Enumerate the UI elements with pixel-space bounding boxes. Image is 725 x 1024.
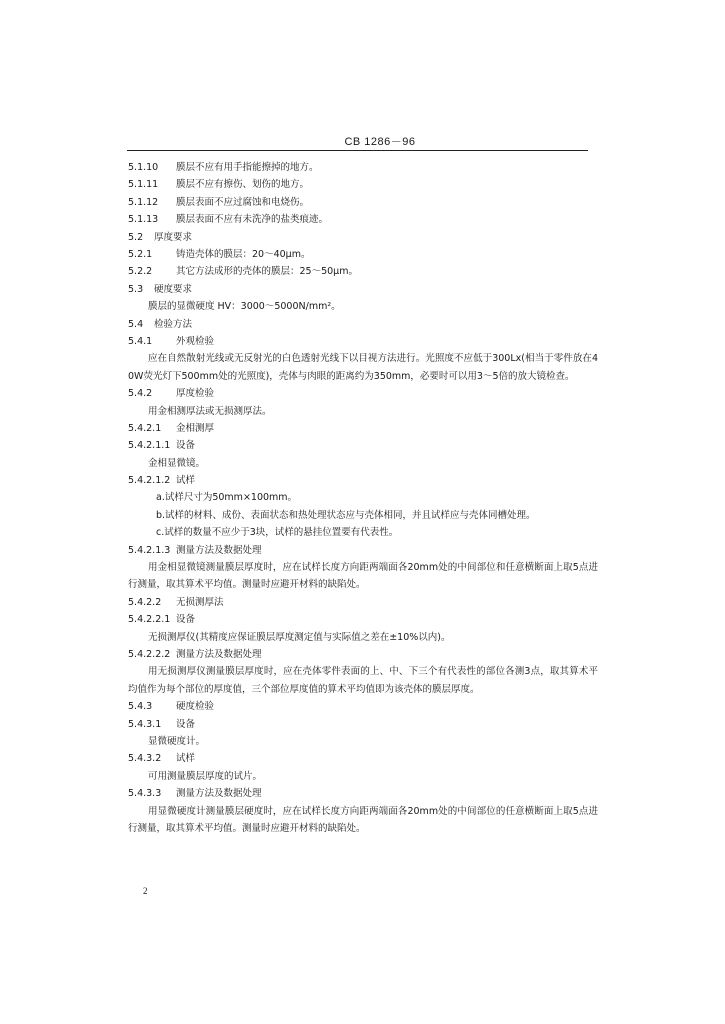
body-text: [128, 159, 598, 837]
clause-text: 硬度要求: [154, 283, 193, 295]
clause-number: 5.4.3.1: [128, 718, 162, 730]
clause-number: 5.2.2: [128, 266, 153, 278]
clause-text: 金相显微镜。: [148, 457, 206, 469]
clause-number: 5.1.13: [128, 214, 159, 226]
clause-text: c.试样的数量不应少于3块，试样的悬挂位置要有代表性。: [156, 527, 399, 539]
clause-line: [128, 211, 598, 228]
clause-text: 硬度检验: [176, 701, 215, 713]
clause-text: 测量方法及数据处理: [176, 788, 262, 800]
clause-text: 铸造壳体的膜层：20～40μm。: [176, 248, 311, 260]
clause-text: 膜层不应有擦伤、划伤的地方。: [176, 179, 310, 191]
clause-line: [128, 716, 598, 733]
standard-code: CB 1286－96: [344, 136, 416, 148]
clause-line: [128, 420, 598, 437]
clause-text: 测量方法及数据处理: [176, 649, 262, 660]
clause-body-line: [128, 403, 598, 420]
clause-text: 测量方法及数据处理: [176, 544, 262, 556]
clause-line: [128, 437, 598, 454]
clause-line: [128, 246, 598, 263]
clause-text: 厚度检验: [176, 388, 215, 400]
clause-text: 金相测厚: [176, 422, 215, 434]
paragraph: 用显微硬度计测量膜层硬度时，应在试样长度方向距两端面各20mm处的中间部位的任意横断面上取5点进行测量，取其算术平均值。测量时应避开材料的缺陷处。: [128, 805, 598, 834]
clause-number: 5.4.2.2: [128, 596, 162, 608]
clause-line: [128, 594, 598, 611]
clause-number: 5.2: [128, 231, 144, 243]
clause-text: 无损测厚法: [176, 596, 224, 608]
clause-text: 其它方法成形的壳体的膜层：25～50μm。: [176, 266, 358, 278]
clause-line: [128, 750, 598, 767]
clause-body-line: [128, 733, 598, 750]
clause-line: [128, 176, 598, 193]
clause-line: [128, 333, 598, 350]
clause-text: 试样: [176, 475, 196, 487]
clause-line: [128, 194, 598, 211]
clause-line: [128, 472, 598, 489]
clause-number: 5.3: [128, 283, 144, 295]
clause-line: [128, 698, 598, 715]
clause-line: [128, 385, 598, 402]
clause-body-line: [128, 455, 598, 472]
clause-number: 5.1.11: [128, 179, 159, 191]
clause-body-line: [128, 768, 598, 785]
clause-line: [128, 611, 598, 628]
clause-number: 5.4.2.2.1: [128, 614, 171, 626]
clause-text: 设备: [176, 440, 196, 452]
clause-text: 用金相测厚法或无损测厚法。: [148, 405, 272, 417]
clause-line: [128, 263, 598, 280]
clause-line: [128, 785, 598, 802]
clause-text: b.试样的材料、成份、表面状态和热处理状态应与壳体相同，并且试样应与壳体同槽处理。: [156, 509, 536, 521]
clause-number: 5.4.2.1.1: [128, 440, 171, 452]
clause-body-line: [128, 507, 598, 524]
paragraph: 用金相显微镜测量膜层厚度时，应在试样长度方向距两端面各20mm处的中间部位和任意横断面上取5点进行测量，取其算术平均值。测量时应避开材料的缺陷处。: [128, 562, 598, 591]
header-rule: [127, 150, 588, 151]
clause-text: a.试样尺寸为50mm×100mm。: [156, 492, 298, 504]
clause-number: 5.4.3: [128, 701, 153, 713]
clause-body-line: [128, 524, 598, 541]
clause-number: 5.4.2.1.2: [128, 475, 171, 487]
clause-number: 5.4.2.1: [128, 422, 162, 434]
clause-text: 试样: [176, 753, 196, 765]
clause-number: 5.4.3.2: [128, 753, 162, 765]
clause-text: 设备: [176, 718, 196, 730]
clause-line: [128, 316, 598, 333]
clause-text: 设备: [176, 614, 196, 626]
clause-number: 5.1.10: [128, 162, 159, 173]
clause-text: 外观检验: [176, 335, 215, 347]
clause-text: 可用测量膜层厚度的试片。: [148, 770, 263, 782]
clause-line: [128, 281, 598, 298]
clause-line: [128, 646, 598, 663]
clause-number: 5.4.3.3: [128, 788, 162, 800]
clause-number: 5.1.12: [128, 196, 159, 208]
clause-text: 膜层表面不应有未洗净的盐类痕迹。: [176, 214, 329, 226]
paragraph: 应在自然散射光线或无反射光的白色透射光线下以目视方法进行。光照度不应低于300Lx(相当于零件放在40W荧光灯下500mm处的光照度)，壳体与肉眼的距离约为350mm，必要时可以用3～5倍的放大镜检查。: [128, 353, 598, 382]
clause-body-line: [128, 489, 598, 506]
clause-number: 5.4.2.2.2: [128, 649, 171, 660]
clause-text: 检验方法: [154, 318, 193, 330]
clause-body-line: [128, 629, 598, 646]
clause-body-line: [128, 298, 598, 315]
clause-text: 厚度要求: [154, 231, 193, 243]
clause-line: [128, 229, 598, 246]
clause-text: 膜层不应有用手指能擦掉的地方。: [176, 162, 319, 173]
clause-text: 无损测厚仪(其精度应保证膜层厚度测定值与实际值之差在±10%以内)。: [148, 631, 451, 643]
clause-number: 5.4.2.1.3: [128, 544, 171, 556]
clause-text: 膜层的显微硬度 HV：3000～5000N/mm²。: [148, 301, 341, 313]
page-number: 2: [143, 886, 148, 896]
clause-text: 显微硬度计。: [148, 735, 206, 747]
clause-number: 5.4.1: [128, 335, 153, 347]
clause-text: 膜层表面不应过腐蚀和电烧伤。: [176, 196, 310, 208]
clause-line: [128, 159, 598, 176]
clause-number: 5.2.1: [128, 248, 153, 260]
clause-line: [128, 542, 598, 559]
clause-number: 5.4.2: [128, 388, 153, 400]
paragraph: 用无损测厚仪测量膜层厚度时，应在壳体零件表面的上、中、下三个有代表性的部位各测3点，取其算术平均值作为每个部位的厚度值，三个部位厚度值的算术平均值即为该壳体的膜层厚度。: [128, 666, 598, 695]
clause-number: 5.4: [128, 318, 144, 330]
